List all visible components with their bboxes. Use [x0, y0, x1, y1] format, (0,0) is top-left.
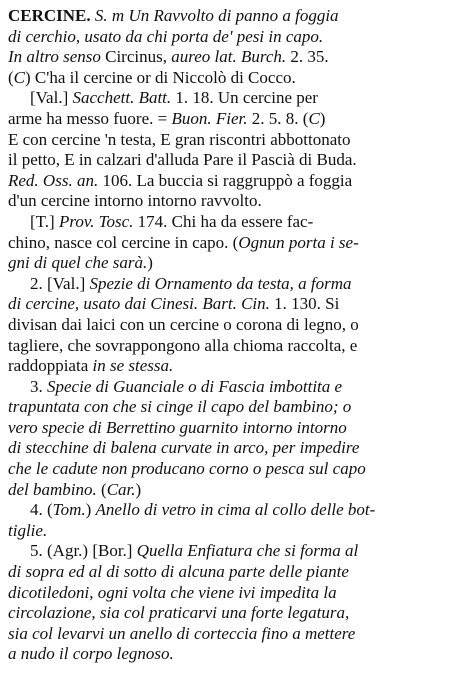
text-line: sia col levarvi un anello di corteccia fino a mettere [8, 623, 356, 643]
text-line: vero specie di Berrettino guarnito intorno intorno [8, 417, 347, 437]
text-line: trapuntata con che si cinge il capo del bambino; o [8, 397, 352, 417]
text-line: CERCINE. S. m Un Ravvolto di panno a foggia [8, 6, 339, 25]
text-line: circolazione, sia col praticarvi una forte legatura, [8, 603, 350, 623]
text-line: E con cercine 'n testa, E gran riscontri abbottonato [8, 129, 351, 149]
text-line: gni di quel che sarà.) [8, 253, 153, 273]
text-line: [T.] Prov. Tosc. 174. Chi ha da essere fac- [30, 211, 314, 231]
text-line: divisan dai laici con un cercine o corona di legno, o [8, 314, 359, 334]
text-line: 3. Specie di Guanciale o di Fascia imbottita e [30, 376, 343, 396]
text-line: che le cadute non producano corno o pesca sul capo [8, 459, 366, 479]
text-line: a nudo il corpo legnoso. [8, 644, 174, 664]
text-line: chino, nasce col cercine in capo. (Ognun porta i se- [8, 232, 359, 252]
headword: CERCINE. [8, 6, 91, 25]
text-line: raddoppiata in se stessa. [8, 356, 174, 376]
text-line: di sopra ed al di sotto di alcuna parte delle piante [8, 562, 349, 582]
text-line: 2. [Val.] Spezie di Ornamento da testa, a forma [30, 273, 352, 293]
text-line: (C) C'ha il cercine or di Niccolò di Cocco. [8, 67, 296, 87]
text-line: di cerchio, usato da chi porta de' pesi in capo. [8, 26, 324, 46]
text-line: In altro senso Circinus, aureo lat. Burch. 2. 35. [8, 47, 329, 67]
text-line: il petto, E in calzari d'alluda Pare il Pascià di Buda. [8, 150, 357, 170]
text-line: del bambino. (Car.) [8, 479, 142, 499]
text-line: d'un cercine intorno intorno ravvolto. [8, 191, 262, 211]
text-line: 5. (Agr.) [Bor.] Quella Enfiatura che si forma al [30, 541, 359, 561]
text-line: arme ha messo fuore. = Buon. Fier. 2. 5. 8. (C) [8, 108, 326, 128]
text-line: dicotiledoni, ogni volta che viene ivi impedita la [8, 582, 337, 602]
text-line: tagliere, che sovrappongono alla chioma raccolta, e [8, 335, 358, 355]
text-line: tiglie. [8, 520, 48, 540]
text-line: Red. Oss. an. 106. La buccia si raggruppò a foggia [8, 170, 353, 190]
text-line: di cercine, usato dai Cinesi. Bart. Cin. 1. 130. Si [8, 294, 340, 314]
text-line: [Val.] Sacchett. Batt. 1. 18. Un cercine per [30, 88, 318, 108]
text-line: di stecchine di balena curvate in arco, per impedire [8, 438, 360, 458]
text-line: 4. (Tom.) Anello di vetro in cima al collo delle bot- [30, 500, 376, 520]
